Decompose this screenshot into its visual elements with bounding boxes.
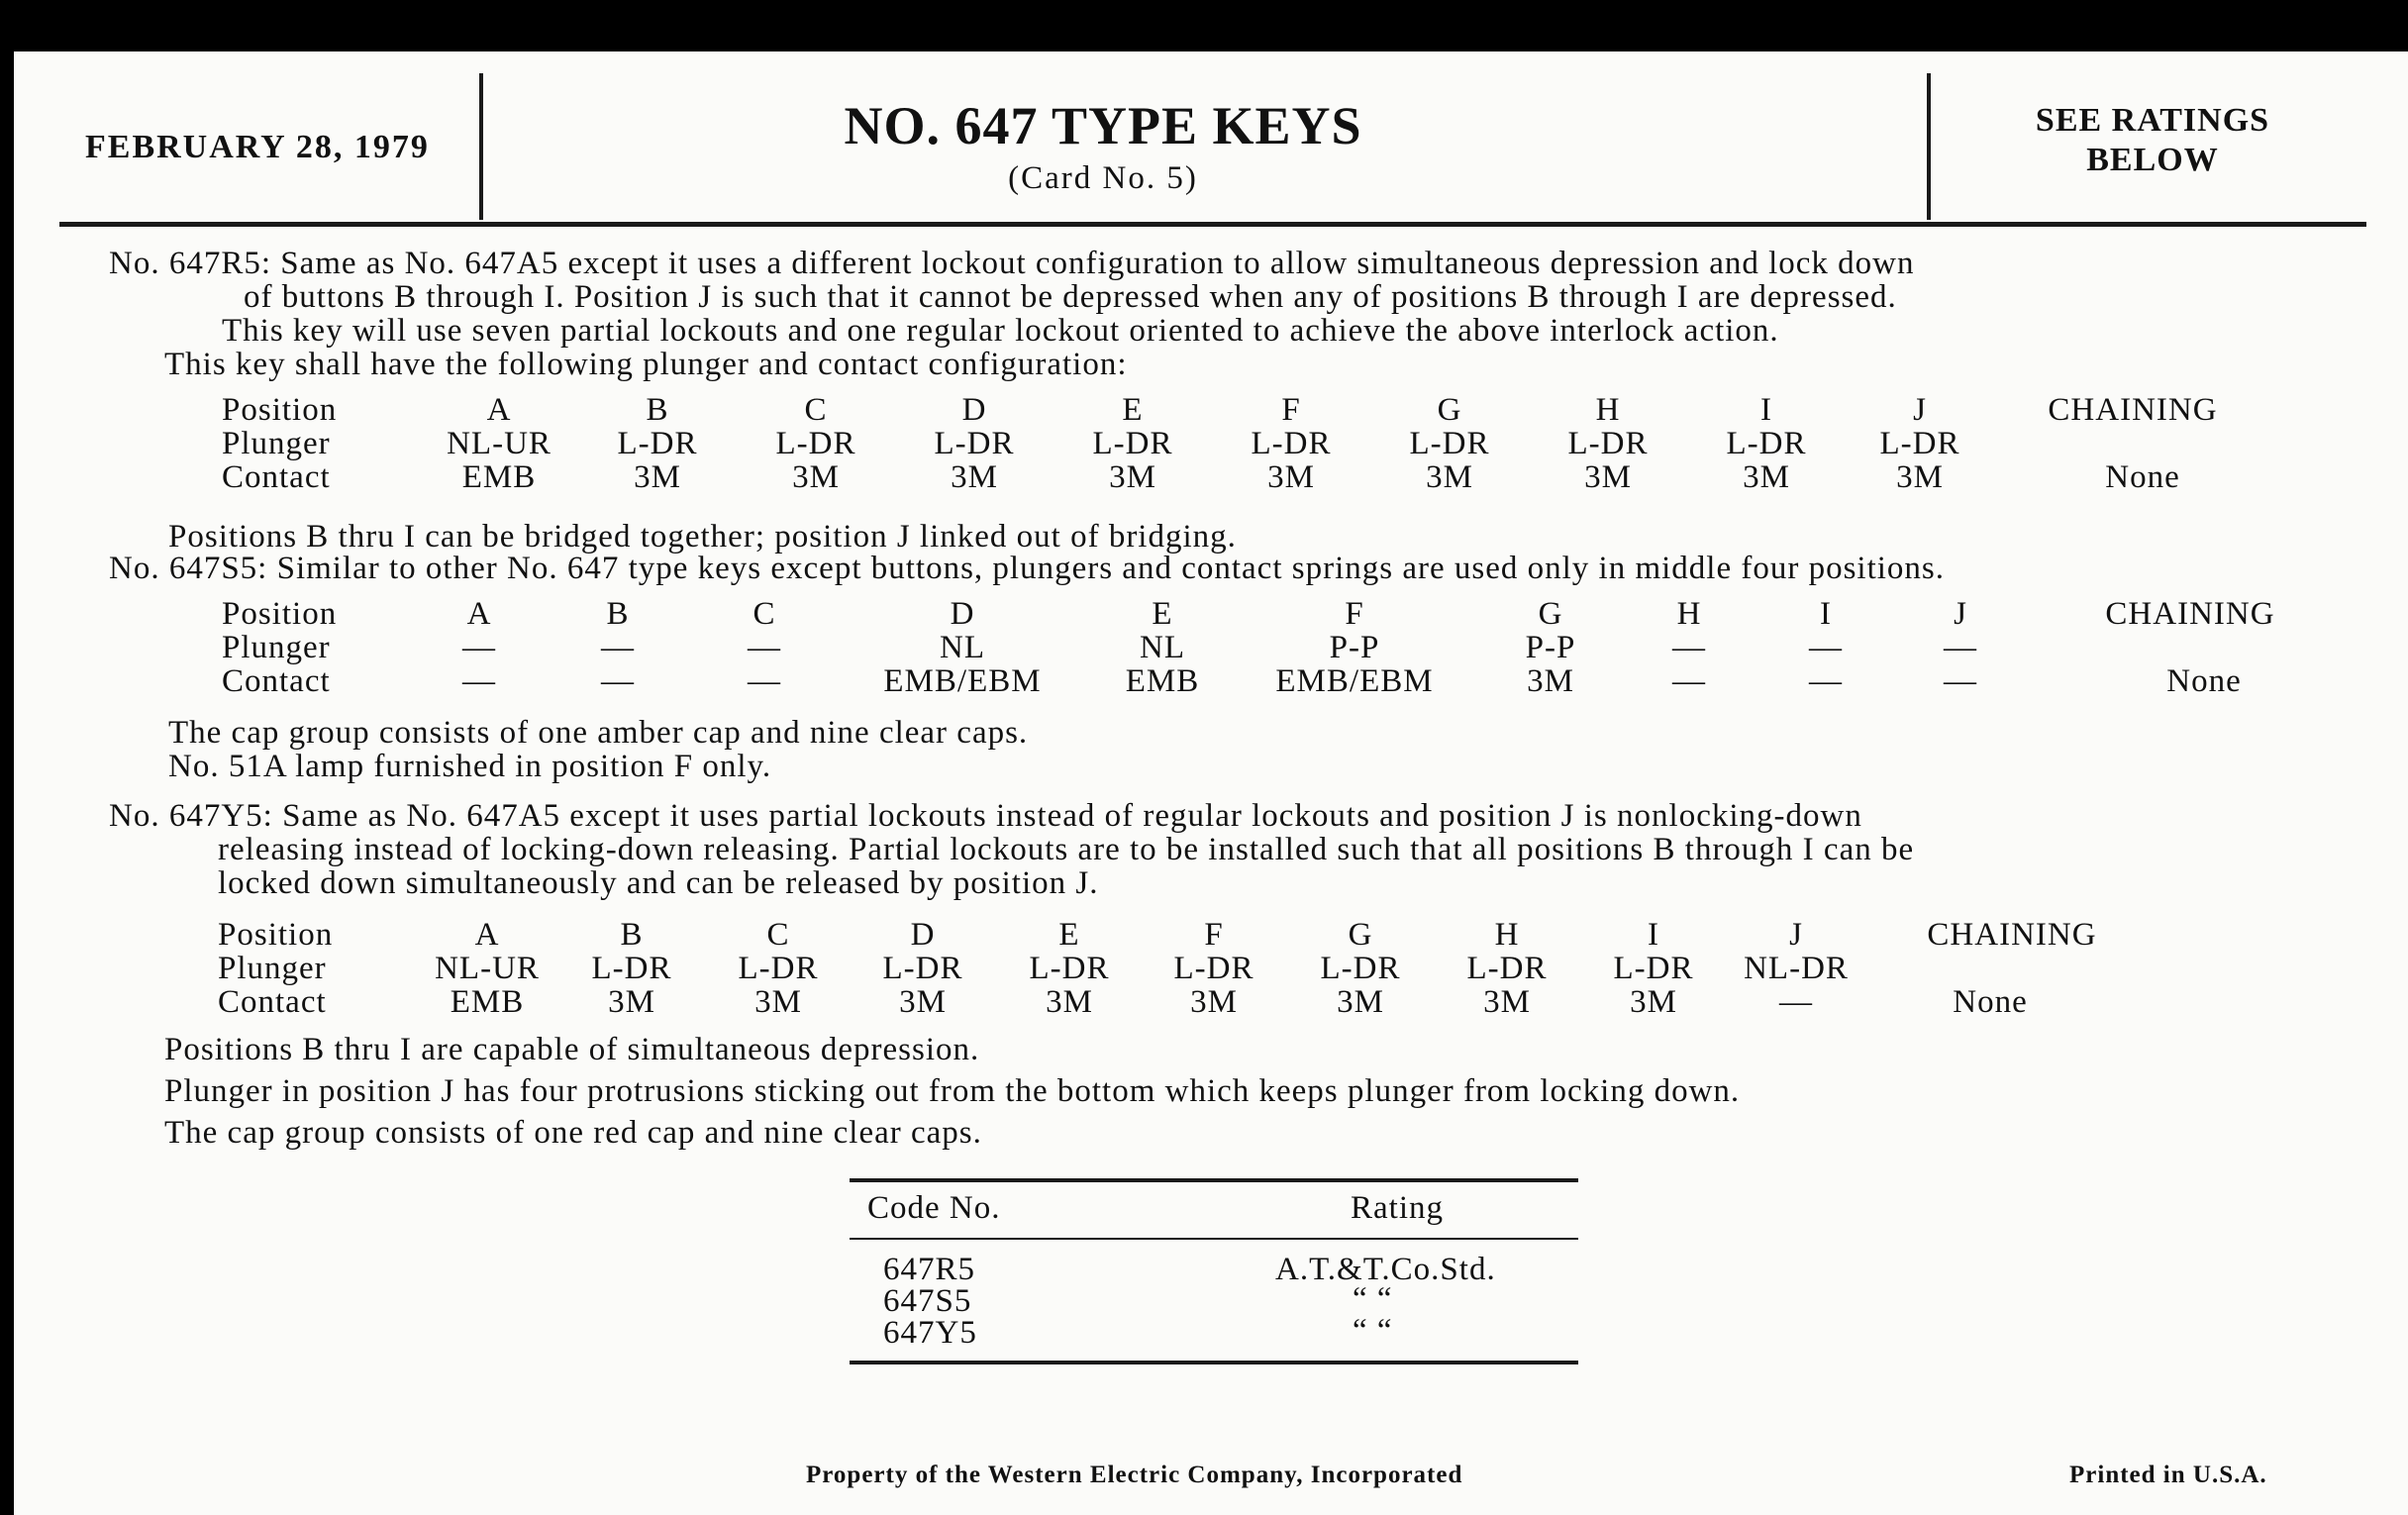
ratings-ditto-647y5: “ “ [1353, 1313, 1393, 1349]
y5-contact-h: 3M [1483, 984, 1531, 1020]
r5-position-a: A [486, 392, 512, 428]
s5-desc-line1: No. 647S5: Similar to other No. 647 type keys except buttons, plungers and contact springs are used only in middle four positions. [109, 551, 1946, 586]
y5-contact-j: — [1779, 984, 1813, 1020]
see-ratings-line2: BELOW [2086, 142, 2219, 178]
r5-row-label-contact: Contact [222, 459, 331, 495]
y5-row-label-position: Position [218, 917, 334, 953]
card-subtitle: (Card No. 5) [1008, 160, 1198, 196]
y5-plunger-h: L-DR [1466, 951, 1548, 986]
y5-desc-line1: No. 647Y5: Same as No. 647A5 except it uses partial lockouts instead of regular lockouts and position J is nonlocking-down [109, 798, 1862, 834]
y5-plunger-i: L-DR [1613, 951, 1694, 986]
ratings-bottom-rule [850, 1361, 1578, 1364]
r5-row-label-position: Position [222, 392, 338, 428]
y5-note-1: Positions B thru I are capable of simultaneous depression. [164, 1032, 980, 1067]
r5-position-i: I [1760, 392, 1772, 428]
s5-row-label-contact: Contact [222, 663, 331, 699]
r5-contact-h: 3M [1584, 459, 1632, 495]
s5-contact-f: EMB/EBM [1275, 663, 1434, 699]
s5-position-f: F [1345, 596, 1364, 632]
s5-plunger-f: P-P [1329, 630, 1380, 665]
y5-row-label-contact: Contact [218, 984, 327, 1020]
s5-position-a: A [466, 596, 492, 632]
r5-plunger-b: L-DR [617, 426, 698, 461]
r5-contact-a: EMB [461, 459, 537, 495]
s5-cap-note: The cap group consists of one amber cap and nine clear caps. [168, 715, 1029, 751]
y5-position-f: F [1204, 917, 1224, 953]
r5-contact-d: 3M [951, 459, 998, 495]
ratings-top-rule [850, 1178, 1578, 1182]
see-ratings-note [1945, 101, 2360, 180]
ratings-ditto-647s5: “ “ [1353, 1281, 1393, 1317]
s5-position-b: B [606, 596, 630, 632]
s5-contact-h: — [1672, 663, 1706, 699]
y5-chaining-label: CHAINING [1927, 917, 2097, 953]
s5-position-c: C [752, 596, 776, 632]
r5-desc-line2: of buttons B through I. Position J is such that it cannot be depressed when any of positions B through I are depressed. [244, 279, 1897, 315]
y5-position-b: B [620, 917, 644, 953]
card-title: NO. 647 TYPE KEYS [844, 96, 1362, 155]
s5-plunger-b: — [601, 630, 635, 665]
s5-position-e: E [1152, 596, 1173, 632]
s5-contact-j: — [1944, 663, 1977, 699]
y5-desc-line2: releasing instead of locking-down releasing. Partial lockouts are to be installed such that all positions B through I can be [218, 832, 1915, 867]
spec-card [14, 51, 2408, 1515]
s5-plunger-a: — [462, 630, 496, 665]
y5-position-j: J [1789, 917, 1803, 953]
r5-plunger-g: L-DR [1409, 426, 1490, 461]
ratings-value-647r5: A.T.&T.Co.Std. [1275, 1252, 1496, 1287]
r5-plunger-f: L-DR [1251, 426, 1332, 461]
header-rule [59, 222, 2366, 227]
s5-contact-g: 3M [1527, 663, 1574, 699]
s5-plunger-g: P-P [1525, 630, 1576, 665]
r5-plunger-a: NL-UR [447, 426, 552, 461]
r5-chaining-label: CHAINING [2048, 392, 2218, 428]
r5-plunger-c: L-DR [775, 426, 856, 461]
s5-contact-c: — [748, 663, 781, 699]
s5-chaining-value: None [2166, 663, 2242, 699]
y5-contact-b: 3M [608, 984, 655, 1020]
r5-position-b: B [646, 392, 669, 428]
y5-position-e: E [1058, 917, 1080, 953]
r5-plunger-e: L-DR [1092, 426, 1173, 461]
r5-plunger-i: L-DR [1726, 426, 1807, 461]
r5-position-j: J [1913, 392, 1927, 428]
y5-plunger-d: L-DR [882, 951, 963, 986]
y5-plunger-c: L-DR [738, 951, 819, 986]
y5-contact-i: 3M [1630, 984, 1677, 1020]
y5-plunger-f: L-DR [1173, 951, 1254, 986]
header-divider-left [479, 73, 483, 220]
s5-plunger-d: NL [940, 630, 985, 665]
y5-position-c: C [766, 917, 790, 953]
r5-position-g: G [1437, 392, 1462, 428]
y5-position-a: A [474, 917, 500, 953]
y5-contact-c: 3M [754, 984, 802, 1020]
y5-position-g: G [1348, 917, 1373, 953]
y5-note-2: Plunger in position J has four protrusions sticking out from the bottom which keeps plunger from locking down. [164, 1073, 1741, 1109]
r5-plunger-h: L-DR [1567, 426, 1649, 461]
y5-contact-f: 3M [1190, 984, 1238, 1020]
r5-desc-line1: No. 647R5: Same as No. 647A5 except it uses a different lockout configuration to allow simultaneous depression and lock down [109, 246, 1915, 281]
y5-contact-e: 3M [1046, 984, 1093, 1020]
y5-plunger-j: NL-DR [1744, 951, 1849, 986]
s5-chaining-label: CHAINING [2105, 596, 2275, 632]
r5-position-c: C [804, 392, 828, 428]
r5-chaining-value: None [2105, 459, 2180, 495]
r5-contact-b: 3M [634, 459, 681, 495]
y5-plunger-e: L-DR [1029, 951, 1110, 986]
footer-printed: Printed in U.S.A. [2069, 1462, 2267, 1488]
ratings-code-header: Code No. [867, 1190, 1001, 1226]
s5-plunger-j: — [1944, 630, 1977, 665]
see-ratings-line1: SEE RATINGS [2035, 102, 2270, 139]
s5-position-d: D [950, 596, 975, 632]
ratings-code-647r5: 647R5 [883, 1252, 976, 1287]
r5-plunger-d: L-DR [934, 426, 1015, 461]
y5-plunger-g: L-DR [1320, 951, 1401, 986]
y5-plunger-a: NL-UR [435, 951, 540, 986]
ratings-code-647y5: 647Y5 [883, 1315, 977, 1351]
r5-contact-j: 3M [1896, 459, 1944, 495]
y5-position-h: H [1494, 917, 1520, 953]
r5-desc-line3: This key will use seven partial lockouts and one regular lockout oriented to achieve the above interlock action. [222, 313, 1779, 349]
s5-contact-i: — [1809, 663, 1843, 699]
s5-contact-b: — [601, 663, 635, 699]
y5-plunger-b: L-DR [591, 951, 672, 986]
r5-row-label-plunger: Plunger [222, 426, 331, 461]
s5-position-j: J [1954, 596, 1967, 632]
ratings-rating-header: Rating [1351, 1190, 1444, 1226]
ratings-code-647s5: 647S5 [883, 1283, 972, 1319]
y5-position-i: I [1648, 917, 1659, 953]
y5-position-d: D [910, 917, 936, 953]
y5-contact-a: EMB [450, 984, 525, 1020]
s5-plunger-e: NL [1140, 630, 1185, 665]
s5-plunger-i: — [1809, 630, 1843, 665]
r5-position-d: D [961, 392, 987, 428]
y5-contact-d: 3M [899, 984, 947, 1020]
r5-desc-line4: This key shall have the following plunger and contact configuration: [164, 347, 1128, 382]
y5-chaining-value: None [1953, 984, 2028, 1020]
r5-bridging-note: Positions B thru I can be bridged together; position J linked out of bridging. [168, 519, 1237, 555]
s5-contact-e: EMB [1125, 663, 1200, 699]
y5-note-3: The cap group consists of one red cap and nine clear caps. [164, 1115, 982, 1151]
r5-position-h: H [1595, 392, 1621, 428]
s5-plunger-h: — [1672, 630, 1706, 665]
y5-desc-line3: locked down simultaneously and can be released by position J. [218, 865, 1099, 901]
y5-row-label-plunger: Plunger [218, 951, 327, 986]
ratings-header-rule [850, 1238, 1578, 1240]
s5-contact-d: EMB/EBM [883, 663, 1042, 699]
s5-position-g: G [1538, 596, 1563, 632]
r5-contact-g: 3M [1426, 459, 1473, 495]
s5-position-h: H [1676, 596, 1702, 632]
r5-plunger-j: L-DR [1879, 426, 1960, 461]
header-divider-right [1927, 73, 1931, 220]
s5-contact-a: — [462, 663, 496, 699]
s5-lamp-note: No. 51A lamp furnished in position F only. [168, 749, 772, 784]
s5-row-label-position: Position [222, 596, 338, 632]
r5-contact-e: 3M [1109, 459, 1156, 495]
r5-position-f: F [1281, 392, 1301, 428]
s5-position-i: I [1820, 596, 1832, 632]
s5-row-label-plunger: Plunger [222, 630, 331, 665]
r5-contact-i: 3M [1743, 459, 1790, 495]
r5-position-e: E [1122, 392, 1144, 428]
footer-property: Property of the Western Electric Company, Incorporated [806, 1462, 1463, 1488]
s5-plunger-c: — [748, 630, 781, 665]
r5-contact-f: 3M [1267, 459, 1315, 495]
r5-contact-c: 3M [792, 459, 840, 495]
card-date: FEBRUARY 28, 1979 [85, 129, 430, 165]
y5-contact-g: 3M [1337, 984, 1384, 1020]
